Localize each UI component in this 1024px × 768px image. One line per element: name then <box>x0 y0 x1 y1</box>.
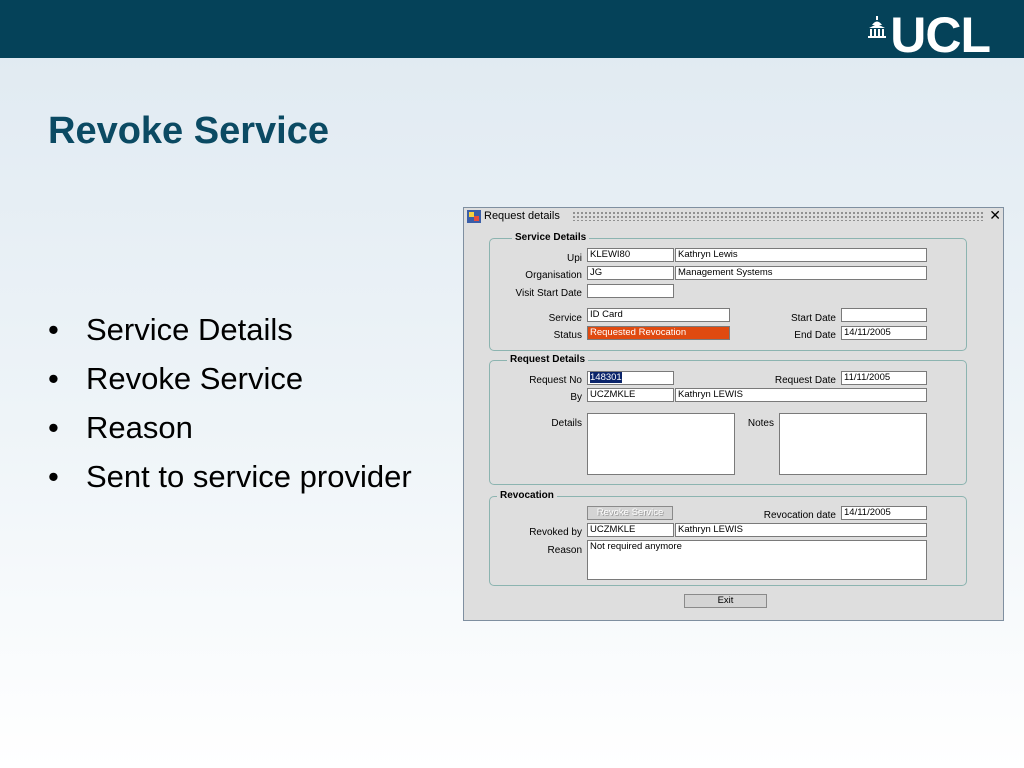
bullet-item: • Reason <box>48 410 193 445</box>
exit-button[interactable]: Exit <box>684 594 767 608</box>
service-field[interactable]: ID Card <box>587 308 730 322</box>
slide-title: Revoke Service <box>48 110 329 152</box>
bullet-item: • Revoke Service <box>48 361 304 396</box>
revoke-service-button[interactable]: Revoke Service <box>587 506 673 520</box>
window-title: Request details <box>484 210 560 222</box>
bullet-list <box>48 310 412 506</box>
by-name-field[interactable]: Kathryn LEWIS <box>675 388 927 402</box>
notes-textarea[interactable] <box>779 413 927 475</box>
service-label: Service <box>548 313 582 324</box>
revoked-by-name-field[interactable]: Kathryn LEWIS <box>675 523 927 537</box>
titlebar-grip <box>572 211 985 221</box>
status-label: Status <box>553 330 582 341</box>
upi-name-field[interactable]: Kathryn Lewis <box>675 248 927 262</box>
request-details-window <box>463 207 1004 621</box>
details-textarea[interactable] <box>587 413 735 475</box>
group-heading: Request Details <box>507 354 588 365</box>
revocation-date-label: Revocation date <box>763 510 836 521</box>
details-label: Details <box>551 418 582 429</box>
request-no-field[interactable] <box>587 371 674 385</box>
request-no-value: 148301 <box>590 372 622 383</box>
bullet-item: • Service Details <box>48 312 293 347</box>
upi-label: Upi <box>566 253 582 264</box>
revocation-date-field[interactable]: 14/11/2005 <box>841 506 927 520</box>
header-bar <box>0 0 1024 63</box>
organisation-label: Organisation <box>525 270 582 281</box>
start-date-label: Start Date <box>790 313 836 324</box>
bullet-text: Sent to service provider <box>86 459 412 494</box>
status-field[interactable]: Requested Revocation <box>587 326 730 340</box>
group-heading: Service Details <box>512 232 589 243</box>
bullet-text: Reason <box>86 410 193 445</box>
by-code-field[interactable]: UCZMKLE <box>587 388 674 402</box>
organisation-code-field[interactable]: JG <box>587 266 674 280</box>
window-titlebar[interactable] <box>464 208 1003 225</box>
organisation-name-field[interactable]: Management Systems <box>675 266 927 280</box>
notes-label: Notes <box>747 418 774 429</box>
by-label: By <box>570 392 582 403</box>
visit-start-field[interactable] <box>587 284 674 298</box>
close-icon[interactable]: ✕ <box>989 207 1001 223</box>
visit-start-label: Visit Start Date <box>515 288 582 299</box>
revoked-by-code-field[interactable]: UCZMKLE <box>587 523 674 537</box>
app-icon <box>467 210 481 223</box>
revoked-by-label: Revoked by <box>529 527 582 538</box>
bullet-text: Service Details <box>86 312 293 347</box>
end-date-label: End Date <box>794 330 836 341</box>
ucl-logo <box>868 7 990 63</box>
bullet-item: • Sent to service provider <box>48 459 412 494</box>
end-date-field[interactable]: 14/11/2005 <box>841 326 927 340</box>
start-date-field[interactable] <box>841 308 927 322</box>
reason-textarea[interactable]: Not required anymore <box>587 540 927 580</box>
request-no-label: Request No <box>529 375 582 386</box>
reason-label: Reason <box>547 545 582 556</box>
group-heading: Revocation <box>497 490 557 501</box>
portico-icon <box>868 16 886 38</box>
request-date-label: Request Date <box>774 375 836 386</box>
request-date-field[interactable]: 11/11/2005 <box>841 371 927 385</box>
upi-field[interactable]: KLEWI80 <box>587 248 674 262</box>
bullet-text: Revoke Service <box>86 361 304 396</box>
logo-text: UCL <box>890 7 990 63</box>
